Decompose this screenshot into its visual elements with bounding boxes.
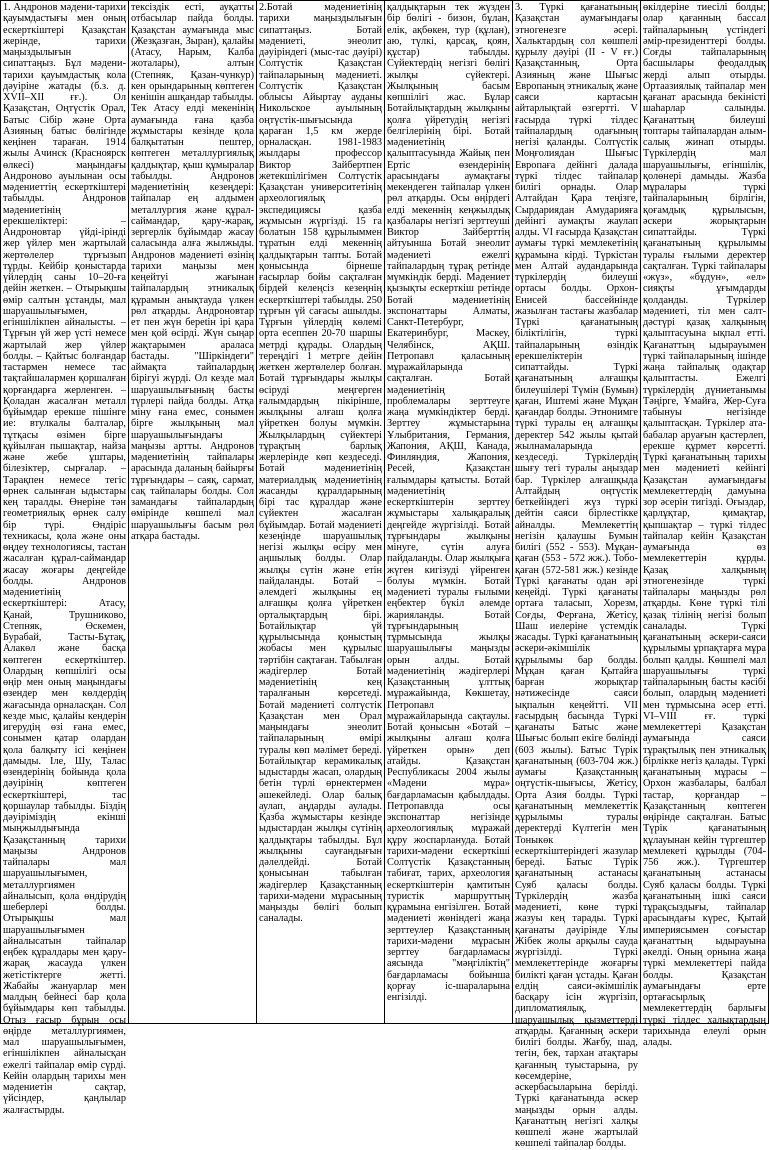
column-text-5: 3. Түркі қағанатының Қазақстан аумағындағы этногенезге әсері. Хальктардың сол көшпелі құрылу дәуірі (II - V ғғ.) Қазақстанның, Орта Азияның және Шығыс Европаның этникалық және саяси картасын айтарлықтай өзгертті. V ғасырда түркі тілдес тайпалардың одағының негізі қаланды. Солтүстік Моңғолиядан Шығыс Европаға дейінгі далада түркі тілдес тайпалар билігі орнады. Олар Алтайдан Қара теңізге, Сырдариядан Амударияға дейінгі аумақты жаулап алды. VI ғасырда Қазақстан аумағы түркі мемлекетінің құрамына кірді. Түркістан мен Алтай аудандарында түркілердің билеуші ортасы болды. Орхон-Енисей бассейнінде жазылған тастағы жазбалар Түркі қағанатының біліктілігін, түркі тайпаларының өзіндік ерекшеліктерін сипаттайды. Түркі қағанатының алғашқы билеушілері Түмін (Бумын) қаған, Иштемі және Мұқан қағандар болды. Этнонимге түркі туралы ең алғашқы деректер 542 жылы қытай жылнамаларында кездеседі. Түркілердің шығу тегі туралы аңыздар бар. Түркілер алғашқыда Алтайдың оңтүстік беткейіндегі жүз түркі дейтін саяси бірлестікке айналды. Мемлекеттің негізін қалаушы Бумын билігі (552 - 553). Мұқан-қаған (553 - 572 жж.). Тобо-қаған (572-581 жж.) кезінде Түркі қағанаты одан әрі кеңейді. Түркі қағанаты ортаға таласып, Хорезм, Соғды, Ферғана, Жетісу, Шаш иелеріне үстемдік жасады. Түркі қағанатының әскери-әкімшілік құрылымы бар болды. Мұқан қаған Қытайға барған жорықтар нәтижесінде саяси ықпалын кеңейтті. VII ғасырдың басында Түркі қағанаты Батыс және Шығыс болып екіге бөлінді (603 жылы). Батыс Түрік қағанатының (603-704 жж.) аумағы Қазақстанның оңтүстік-шығысы, Жетісу, Орта Азия болды. Түркі қағанатының мемлекеттік құрылымы туралы деректерді Күлтегін мен Тоныкөк ескерткіштеріндегі жазулар береді. Батыс Түрік қағанатының астанасы Суяб қаласы болды. Түркілердің жазба мәдениеті, көне түркі жазуы кең тарады. Түркі қағанаты дәуірінде Ұлы Жібек жолы арқылы сауда жүргізілді. Түркі мемлекеттерінде жоғарғы билікті қаған ұстады. Қаған елдің саяси-әкімшілік басқару ісін жүргізіп, дипломатиялық, шаруашылық қызметтерді атқарды. Қағанның әскери билігі болды. Жағбу, шад, тегін, бек, тархан атақтары қағанның туыстарына, ру көсемдеріне, әскербасыларына берілді. Түркі қағанатында әскер маңызды орын алды. Қағанаттың негізгі халқы көшпелі және жартылай көшпелі тайпалар болды. bbox=[515, 2, 638, 1150]
columns-row bbox=[1, 1, 769, 1024]
column-text-4: қалдықтарын тек жүзден бір бөлігі - бизон, бұлан, елік, ақбөкен, тур (құлан), аю, түлкі, қарсақ, қоян, құстар) табылды. Сүйектердің негізгі бөлігі жылқы сүйектері. Жылқының басым көпшілігі жас. Бұлар Ботайлықтардың жылқыны қолға үйретудің негізгі белгілерінің бірі. Ботай мәдениетінің қалыптасуында Жайық пен Ертіс өзендерінің арасындағы аумақтағы мекендеген тайпалар үлкен рөл атқарды. Осы өңірдегі елді мекеннің кеңжылдық қазбалары негізгі зерттеуші Виктор Зайберттің айтуынша Ботай энеолит мәдениеті ежелгі тайпалардың тұрақ ретінде мүмкіндік берді. Мәдениет қызықты ескерткіш ретінде Ботай мәдениетінің экспонаттары Алматы, Санкт-Петербург, Екатеринбург, Мәскеу, Челябінск, АҚШ. Петропавл қаласының мұражайларында сақталған. Ботай мәдениетінің проблемалары зерттеуге жаңа мүмкіндіктер берді. Зерттеу жұмыстарына Ұлыбритания, Германия, Жапония, АҚШ, Канада, Финляндия, Жапония, Ресей, Қазақстан ғалымдары қатысты. Ботай мәдениетінің ескерткіштерін зерттеу жұмыстары халықаралық деңгейде жүргізілді. Ботай тұрғындары жылқыны мінуге, сүтін алуға пайдаланды. Олар жылқыға жүген кигізуді үйренген болуы мүмкін. Ботай мәдениеті туралы ғылыми еңбектер бүкіл әлемде жарияланды. Ботай тұрғындарының тұрмысында жылқы шаруашылығы маңызды орын алды. Ботай мәдениетінің жәдігерлері Қазақстанның ұлттық мұражайында, Көкшетау, Петропавл мұражайларында сақтаулы. Ботай қонысын «Ботай – жылқыны алғаш қолға үйреткен орын» деп атайды. Қазақстан Республикасы 2004 жылы «Мәдени мұра» бағдарламасын қабылдады. Петропавлда осы экспонаттар негізінде археологиялық мұражай құру жоспарлануда. Ботай тарихи-мәдени ескерткіші Солтүстік Қазақстанның табиғат, тарих, археология ескерткіштерін қамтитын туристік маршруттың құрамына енгізілген. Ботай мәдениеті жөніндегі жаңа зерттеулер Қазақстанның тарихи-мәдени мұрасын зерттеу бағдарламасы аясында "мәңгіліктің" бағдарламасы бойынша қорғау іс-шараларына енгізілді. bbox=[387, 2, 510, 1003]
column-cell-5 bbox=[513, 1, 641, 1150]
column-text-2: тексіздік есті, ауқатты отбасылар пайда болды. Қазақстан аумағында мыс (Жезқазған, Зыран), қалайы (Атасу, Нарым, Калба жоталары), алтын (Степняк, Қазан-чункур) кен орындарының көптеген кенішін ашқандар табылды. Тек Атасу елді мекенінің аумағында ғана қазба жұмыстары кезінде қола балқытатын пештер, көптеген металлургиялық қалдықтар, қыш құмыралар табылды. Андронов мәдениетінің кезеңдері: тайпалар ең алдымен металлургия және құрал-саймандар, қару-жарақ, зергерлік бұйымдар жасау саласында алға жылжыды. Андронов мәдениеті өзінің тарихи маңызы мен кеңейтуі жағынан тайпалардың этникалық құрамын анықтауда үлкен рөл атқарды. Андроновтар ет пен жүн берetін ірі қара мен қой өсірді. Жүн сыңар жақтарымен араласа бастады. "Шіркіндеги" аймақта тайпалардың бірігуі жүрді. Ол кезде мал шаруашылығының басты түрлері пайда болды. Атқа міну ғана емес, сонымен бірге жылқының мал шаруашылығындағы маңызы артты. Андронов мәдениетінің тайпалары арасында даланың байырғы тұрғындары – саяқ, сармат, сақ тайпалары болды. Сол замандағы тайпалардың өмірінде көшпелі мал шаруашылығы басым рөл атқара бастады. bbox=[131, 2, 254, 542]
column-cell-1 bbox=[1, 1, 129, 1116]
column-cell-3 bbox=[257, 1, 385, 1024]
column-cell-2 bbox=[129, 1, 257, 1024]
column-cell-6 bbox=[641, 1, 769, 1048]
column-text-3: 2.Ботай мәдениетінің тарихи маңыздылығын сипаттаңыз. Ботай мәдениеті, энеолит дәуіріндегі (мыс-тас дәуірі) Солтүстік Қазақстан тайпаларының мәдениеті. Солтүстік Қазақстан облысы Айыртау ауданы Никольское ауылының оңтүстік-шығысында қараған 1,5 км жерде орналасқан. 1981-1983 жылдары профессор Виктор Зайбертпен жетекшілігімен Солтүстік Қазақстан университетінің археологиялық экспедициясы қазба жұмысын жүргізді. 15 га болатын 158 құрылыммен тұратын елді мекеннің қалдықтарын тапты. Ботай қонысында бірнеше ғасырлар бойы сақталған бірдей келеңсіз кезеңнің ескерткіштері табылды. 250 тұрғын үй сағасы ашылды. Тұрғын үйлердің көлемі орта есеппен 20-70 шаршы метрді құрады. Олардың тереңдігі 1 метрге дейін жеткен жертөлелер болған. Ботай тұрғындары жылқы өсіруді меңгерген ғалымдардың пікірінше, жылқыны алғаш қолға үйреткен болуы мүмкін. Жылқылардың сүйектері тұрақтың барлық жерлерінде көп кездеседі. Ботай мәдениетінің материалдық мәдениетінің жасанды құралдарының бірі тас құралдар және сүйектен жасалған бұйымдар. Ботай мәдениеті кезеңінде шаруашылық негізі жылқы өсіру мен аңшылық болды. Олар жылқы сүтін және етін пайдаланды. Ботай – әлемдегі жылқыны ең алғашқы қолға үйреткен орталықтардың бірі. Ботайлықтар үй құрылысында қоныстың жобасы мен құрылыс тәртібін сақтаған. Табылған жәдігерлер Ботай мәдениетінің кең таралғанын көрсетеді. Ботай мәдениеті солтүстік Қазақстан мен Орал маңындағы энеолит тайпаларының өмірі туралы көп мәлімет береді. Ботайлықтар керамикалық ыдыстарды жасап, олардың бетін түрлі өрнектермен әшекейледі. Олар балық аулап, аңдарды аулады. Қазба жұмыстары кезінде ыдыстардан жылқы сүтінің қалдықтары табылды. Бұл жылқыны сауғандығын дәлелдейді. Ботай қонысынан табылған жәдігерлер Қазақстанның тарихи-мәдени мұрасының маңызды бөлігі болып саналады. bbox=[259, 2, 382, 925]
column-cell-4 bbox=[385, 1, 513, 1024]
column-text-6: өкілдеріне тиесілі болды; олар қағанның бассал тайпаларының үстіндегі әмір-президенттері болды. Соғды тайпаларының басшылары феодалдық жерді алып отырды. Ортаазиялық тайпалар мен қағанат арасында бекіністі шаһарлар салынды. Қағанаттың билеуші топтары тайпалардан алым-салық жинап отырды. Түркілердің мал шаруашылығы, егіншілік, қолөнері дамыды. Жазба мұралары түркі тайпаларының бірлігін, қоғамдық құрылысын, әскери жорықтарын сипаттайды. Түркі қағанатының құрылымы туралы ғылыми деректер сақталған. Түркі тайпалары «жүз», «бұдун», «ел» сияқты ұғымдарды қолданды. Түркілер мәдениеті, тіл мен салт-дәстүрі қазақ халқының қалыптасуына ықпал етті. Қағанаттың ыдырауымен түркі тайпаларының ішінде жаңа тайпалық одақтар қалыптасты. Ежелгі түркілердің дүниетанымы Тәңірге, Ұмайға, Жер-Суға табынуы негізінде қалыптасқан. Түркілер ата-бабалар аруағын қастерлеп, ерекше құрмет көрсетті. Түркі қағанатының тарихы мен мәдениеті кейінгі Қазақстан аумағындағы мемлекеттердің дамуына зор әсерін тигізді. Оғыздар, қарлұқтар, қимақтар, қыпшақтар – түркі тілдес тайпалар кейін Қазақстан аумағында өз мемлекеттерін құрды. Қазақ халқының этногенезінде түркі тайпалары маңызды рөл атқарды. Көне түркі тілі қазақ тілінің негізі болып саналады. Түркі қағанатының әскери-саяси құрылымы ұрпақтарға мұра болып қалды. Көшпелі мал шаруашылығы түркі тайпаларының басты кәсібі болып, олардың мәдениеті мен тұрмысына әсер етті. VI–VIII ғғ. түркі мемлекеттері Қазақстан аумағында саяси тұрақтылық пен этникалық бірлікке негіз қалады. Түркі қағанатының мұрасы – Орхон жазбалары, балбал тастар, қорғандар – Қазақстанның көптеген өңірінде сақталған. Батыс Түрік қағанатының құлауынан кейін түргештер мемлекеті құрылды (704-756 жж.). Түргештер қағанатының астанасы Суяб қаласы болды. Түркі қағанатының ішкі саяси тұрақсыздығы, тайпалар арасындағы күрес, Қытай империясымен соғыстар қағанаттың ыдырауына әкелді. Оның орнына жаңа түркі мемлекеттері пайда болды. Қазақстан аумағындағы ерте ортағасырлық мемлекеттердің барлығы түркі тілдес халықтардың тарихында елеулі орын алады. bbox=[643, 2, 767, 1048]
column-text-1: 1. Андронов мәдени-тарихи қауымдастығы мен оның ескерткіштері Қазақстан жерінде, тарихи маңыздылығын сипаттаңыз. Бұл мәдени-тарихи қауымдастық кола дәуіріне жатады (б.з. д. XVII–XII ғғ.). Ол Қазақстан, Оңтүстік Орал, Батыс Сібір және Орта Азияның батыс бөлігінде кеңінен тараған. 1914 жылы Ачинск (Красноярск өлкесі) маңындағы Андроново ауылынан осы мәдениеттің ескерткіштері табылды. Андронов мәдениетінің ерекшеліктері: – Андроновтар үйді-ірінді жер үйлер мен жартылай жертөлелер тұрғызып тұрды. Кейбір қоныстарда үйлердің саны 10–20-ға дейін жеткен. – Отырықшы өмір салтын ұстанды, мал шаруашылығымен, егіншілікпен айналысты. – Тұрғын үй жер үсті немесе жартылай жер үйлер болды. – Қайтыс болғандар тастармен немесе тас тақтайшалармен қоршалған қорғандарға жерленген. – Қоладан жасалған металл бұйымдар ерекше пішінге ие: втулкалы балталар, тұтқасы өзімен бірге құйылған пышақтар, найза және жебе ұштары, білезіктер, сырғалар. – Тарақпен немесе тегіс өрнек салынған ыдыстары кең таралды. Өнеріне тән геометриялық өрнек салу бір түрі. Өндіріс техникасы, қола және оны өңдеу технологиясы, тастан жасалған құрал-саймандар жасау жоғары деңгейде болды. Андронов мәдениетінің ескерткіштері: Атасу, Қанай, Трушниково, Степняк, Өскемен, Бурабай, Тасты-Бұтақ, Алакөл және басқа көптеген ескерткіштер. Олардың көпшілігі осы өңір мен оның маңындағы өзендер мен көлдердің жағасында орналасқан. Сол кезде мыс, қалайы кендерін игерудің өзі ғана емес, сонымен қатар олардан қола балқыту ісі кеңінен дамыды. Іле, Шу, Талас өзендерінің бойында қола дәуірінің көптеген ескерткіштері, тас қоршаулар табылды. Біздің дәуіріміздің екінші мыңжылдығында Қазақстанның тарихи маңызы Андронов тайпалары мал шаруашылығымен, металлургиямен айналысып, қола өндірудің шеберлері болды. Отырықшы мал шаруашылығымен айналысатын тайпалар еңбек құралдары мен қару-жарақ жасауда үлкен жетістіктерге жетті. Жабайы жануарлар мен малдың бейнесі бар қола бұйымдары көп табылды. Отыз ғасыр бұрын осы өңірде металлургиямен, мал шаруашылығымен, егіншілікпен айналысқан ежелгі тайпалар өмір сүрді. Кейін олардың тарихы мен мәдениетін сақтар, үйсіндер, қаңлылар жалғастырды. bbox=[3, 2, 126, 1116]
